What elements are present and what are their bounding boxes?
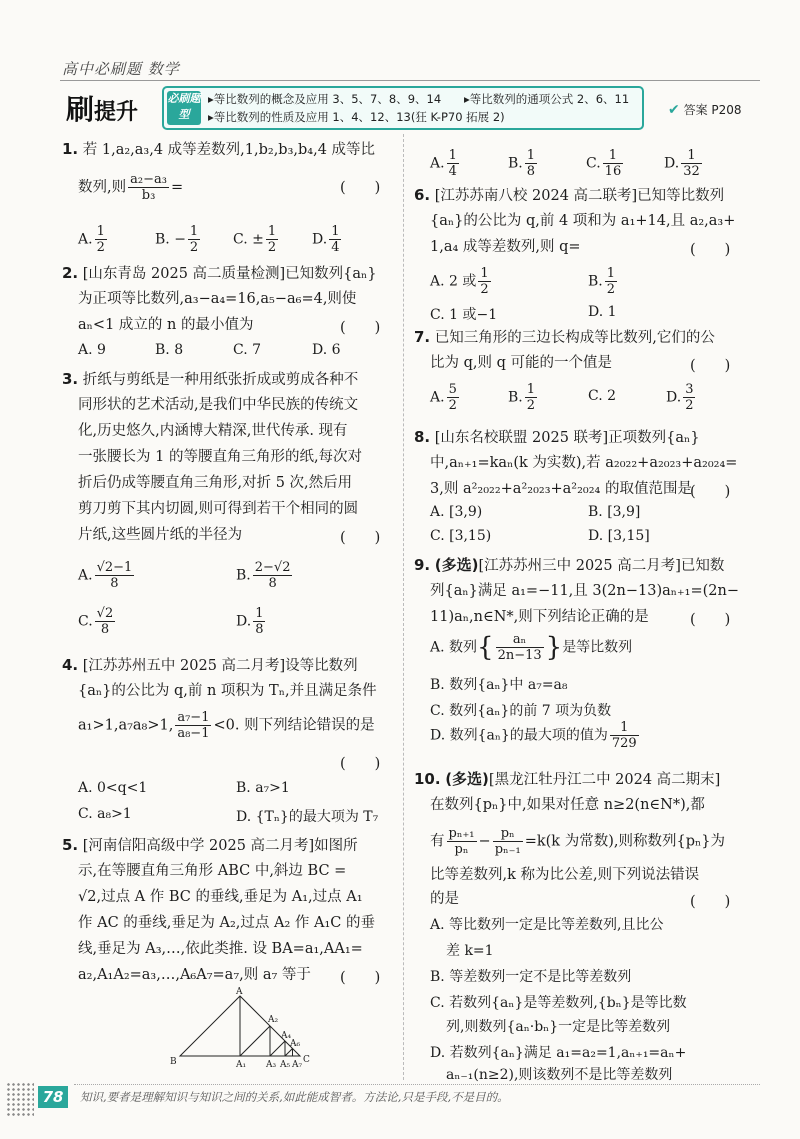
frac-num: 3: [685, 382, 694, 397]
q5-number: 5.: [62, 836, 79, 854]
perp-a3-a4: [270, 1041, 285, 1056]
q9-number: 9.: [414, 556, 431, 574]
check-icon: ✔: [668, 102, 680, 118]
frac-num: aₙ: [496, 632, 544, 648]
column-divider: [403, 134, 404, 1080]
q2-option-d[interactable]: D. 6: [312, 342, 341, 358]
q4-frac-num: a₇−1: [177, 710, 210, 725]
q10-line1: [414, 770, 720, 789]
answer-paren[interactable]: ( ): [340, 180, 381, 196]
answer-paren[interactable]: ( ): [690, 242, 731, 258]
answer-paren[interactable]: ( ): [690, 612, 731, 628]
frac-den: 8: [255, 622, 264, 637]
q4-text-pre: a₁>1,a₇a₈>1,: [78, 717, 174, 734]
label-a7: A₇: [292, 1060, 303, 1068]
q5-text: [河南信阳高级中学 2025 高二月考]如图所: [82, 838, 358, 854]
frac-den: 4: [448, 164, 457, 179]
q3-option-d[interactable]: [236, 606, 267, 637]
q2-line2: 为正项等比数列,a₃−a₄=16,a₅−a₆=4,则使: [78, 291, 357, 307]
q5-line1: [62, 836, 358, 855]
opt-label: B.: [236, 567, 251, 584]
q1-option-a[interactable]: [78, 224, 109, 255]
frac-num: 1: [526, 382, 536, 397]
frac-den: pₙ₋₁: [494, 842, 521, 857]
q5-option-d[interactable]: [664, 148, 704, 179]
opt-label: A.: [78, 567, 93, 584]
frac-num: 1: [267, 224, 277, 239]
footer-divider: [74, 1084, 760, 1085]
q2-option-a[interactable]: A. 9: [78, 342, 106, 358]
q8-line1: [414, 428, 700, 447]
q10-line4: 比等差数列,k 称为比公差,则下列说法错误: [430, 867, 700, 883]
frac-num: 1: [189, 224, 199, 239]
opt-frac: [603, 148, 624, 179]
answer-paren[interactable]: ( ): [690, 484, 731, 500]
q10-number: 10.: [414, 770, 441, 788]
q4-text: [江苏苏州五中 2025 高二月考]设等比数列: [82, 658, 358, 674]
q10-option-c[interactable]: C. 若数列{aₙ}是等差数列,{bₙ}是等比数: [430, 995, 687, 1011]
brand-rest: 提升: [94, 100, 139, 125]
opt-frac: [478, 266, 490, 297]
q3-line1: [62, 370, 358, 389]
q1-text-post: =: [170, 179, 184, 196]
q8-option-c[interactable]: C. [3,15): [430, 528, 492, 544]
opt-frac: [447, 148, 459, 179]
q4-line2: {aₙ}的公比为 q,前 n 项积为 Tₙ,并且满足条件: [78, 683, 377, 699]
q4-line1: [62, 656, 358, 675]
q10-option-a[interactable]: A. 等比数列一定是比等差数列,且比公: [430, 917, 664, 933]
q10-text-post: =k(k 为常数),则称数列{pₙ}为: [524, 833, 725, 850]
header-title: 高中必刷题 数学: [62, 60, 180, 78]
opt-frac: [683, 382, 695, 413]
frac-num: pₙ: [493, 826, 523, 842]
q6-option-a[interactable]: [430, 266, 493, 297]
q1-frac-num: a₂−a₃: [130, 172, 167, 187]
frac-num: 2−√2: [254, 560, 291, 575]
label-a: A: [236, 987, 243, 997]
q2-option-c[interactable]: C. 7: [233, 342, 262, 358]
q5-line: a₂,A₁A₂=a₃,…,A₆A₇=a₇,则 a₇ 等于: [78, 967, 311, 983]
frac-num: 1: [526, 148, 536, 163]
opt-frac: [525, 148, 537, 179]
q10-option-c-cont: 列,则数列{aₙ·bₙ}一定是比等差数列: [446, 1019, 671, 1035]
q4-option-a[interactable]: A. 0<q<1: [78, 780, 148, 796]
q2-text: [山东青岛 2025 高二质量检测]已知数列{aₙ}: [82, 266, 377, 282]
q4-line3: [78, 710, 375, 741]
frac-den: 32: [683, 164, 700, 179]
opt-label: C.: [586, 155, 601, 172]
q7-number: 7.: [414, 328, 431, 346]
q10-line2: 在数列{pₙ}中,如果对任意 n≥2(n∈N*),都: [430, 797, 705, 813]
q7-line1: [414, 328, 715, 347]
q3-option-c[interactable]: [78, 606, 117, 637]
q8-text: [山东名校联盟 2025 联考]正项数列{aₙ}: [434, 430, 700, 446]
q10-multi-tag: (多选): [445, 770, 489, 788]
q5-line: 作 AC 的垂线,垂足为 A₂,过点 A₂ 作 A₁C 的垂: [78, 915, 375, 931]
frac-den: 2: [526, 398, 536, 413]
q7-option-d[interactable]: [666, 382, 697, 413]
frac-num: 1: [610, 720, 639, 736]
q8-line2: 中,aₙ₊₁=kaₙ(k 为实数),若 a₂₀₂₂+a₂₀₂₃+a₂₀₂₄=: [430, 455, 738, 471]
q8-option-d[interactable]: D. [3,15]: [588, 528, 650, 544]
q2-number: 2.: [62, 264, 79, 282]
q9-option-d[interactable]: [430, 720, 641, 751]
answer-paren[interactable]: ( ): [340, 756, 381, 772]
q1-option-b[interactable]: [155, 224, 202, 255]
opt-frac: [447, 382, 459, 413]
opt-label: A. 2 或: [430, 273, 477, 290]
brand-big-char: 刷: [66, 93, 95, 126]
opt-label: D.: [236, 613, 252, 630]
q9-multi-tag: (多选): [434, 556, 479, 574]
q10-option-d[interactable]: D. 若数列{aₙ}满足 a₁=a₂=1,aₙ₊₁=aₙ+: [430, 1045, 687, 1061]
q7-text: 已知三角形的三边长构成等比数列,它们的公: [434, 330, 715, 346]
frac-den: 2: [685, 398, 694, 413]
frac-den: 8: [268, 576, 277, 591]
frac-num: 1: [331, 224, 340, 239]
q9-line3: 11)aₙ,n∈N*,则下列结论正确的是: [430, 609, 649, 625]
opt-label: D. 数列{aₙ}的最大项的值为: [430, 727, 608, 744]
q1-text-pre: 数列,则: [78, 179, 127, 196]
footer-quote: 知识,要者是理解知识与知识之间的关系,如此能成智者。方法论,只是手段,不是目的。: [80, 1090, 509, 1104]
perp-a1-a2: [240, 1026, 270, 1056]
label-a3: A₃: [266, 1060, 277, 1068]
q7-option-c[interactable]: C. 2: [588, 388, 617, 404]
frac-den: 2n−13: [497, 648, 542, 663]
answer-paren[interactable]: ( ): [340, 530, 381, 546]
opt-label: B.: [588, 273, 603, 290]
label-a6: A₆: [290, 1039, 301, 1049]
q4-fraction: [175, 710, 211, 741]
q6-line3: 1,a₄ 成等差数列,则 q=: [430, 239, 581, 255]
opt-frac: [610, 720, 639, 751]
q1-frac-den: b₃: [141, 188, 156, 203]
opt-label: B. −: [155, 231, 186, 248]
q7-line2: 比为 q,则 q 可能的一个值是: [430, 355, 612, 371]
topic-summary-box: [162, 86, 644, 130]
q10-frac-2: [493, 826, 523, 857]
q8-option-b[interactable]: B. [3,9]: [588, 504, 641, 520]
opt-frac: [681, 148, 702, 179]
opt-frac: [525, 382, 537, 413]
q1-option-c[interactable]: [233, 224, 280, 255]
label-a4: A₄: [281, 1031, 292, 1041]
frac-den: 2: [267, 240, 277, 255]
q5-option-b[interactable]: [508, 148, 539, 179]
q5-triangle-figure: [160, 986, 320, 1068]
q3-line: 同形状的艺术活动,是我们中华民族的传统文: [78, 397, 359, 413]
frac-num: 1: [681, 148, 702, 164]
answer-paren[interactable]: ( ): [340, 320, 381, 336]
frac-num: √2−1: [96, 560, 133, 575]
q10-option-b[interactable]: B. 等差数列一定不是比等差数列: [430, 969, 632, 985]
frac-den: 2: [448, 398, 457, 413]
q4-option-b[interactable]: B. a₇>1: [236, 780, 290, 796]
opt-label: C.: [78, 613, 93, 630]
q5-line: 示,在等腰直角三角形 ABC 中,斜边 BC =: [78, 863, 347, 879]
q3-option-b[interactable]: [236, 560, 294, 591]
opt-frac: [95, 224, 107, 255]
frac-num: 1: [448, 148, 457, 163]
q10-text: [黑龙江牡丹江二中 2024 高二期末]: [488, 772, 721, 788]
q7-option-a[interactable]: [430, 382, 461, 413]
opt-label: A.: [78, 231, 93, 248]
answer-reference: [668, 101, 742, 118]
frac-den: 4: [331, 240, 340, 255]
q10-option-d-cont: aₙ₋₁(n≥2),则该数列不是比等差数列: [446, 1067, 673, 1083]
topic-item: ▸等比数列的概念及应用 3、5、7、8、9、14: [208, 92, 442, 106]
q3-text: 折纸与剪纸是一种用纸张折成或剪成各种不: [82, 372, 359, 388]
q10-frac-1: [447, 826, 477, 857]
q9-text: [江苏苏州三中 2025 高二月考]已知数: [478, 558, 725, 574]
q10-line3: 有 $\frac{\text{pₙ₊₁}}{\text{pₙ}}$ − $\frac{\text{pₙ}}{\text{pₙ₋₁}}$ =k(k 为常数),则称数列{pₙ}为: [430, 826, 725, 857]
frac-num: 1: [606, 266, 616, 281]
label-b: B: [170, 1057, 177, 1067]
frac-num: 1: [255, 606, 264, 621]
frac-den: 8: [526, 164, 536, 179]
q5-option-a[interactable]: [430, 148, 461, 179]
frac-den: 16: [604, 164, 622, 179]
q1-line1: [62, 140, 375, 159]
q4-number: 4.: [62, 656, 79, 674]
answer-paren[interactable]: ( ): [690, 358, 731, 374]
label-c: C: [303, 1055, 310, 1065]
answer-page-label: 答案 P208: [683, 103, 742, 117]
q10-text-pre: 有: [430, 833, 445, 850]
q5-line: 线,垂足为 A₃,…,依此类推. 设 BA=a₁,AA₁=: [78, 941, 363, 957]
opt-label: A.: [430, 155, 445, 172]
frac-den: 2: [606, 282, 616, 297]
q3-number: 3.: [62, 370, 79, 388]
perp-a5-a6: [285, 1049, 293, 1057]
q4-text-post: <0. 则下列结论错误的是: [213, 717, 375, 734]
topic-item: ▸等比数列的通项公式 2、6、11: [464, 92, 630, 106]
opt-label: D.: [664, 155, 680, 172]
frac-den: 2: [96, 240, 105, 255]
q8-line3: 3,则 a²₂₀₂₂+a²₂₀₂₃+a²₂₀₂₄ 的取值范围是: [430, 481, 692, 497]
q1-line2: [78, 172, 183, 203]
page-number: 78: [38, 1086, 68, 1108]
label-a5: A₅: [280, 1060, 291, 1068]
q1-option-d[interactable]: [312, 224, 343, 255]
opt-frac: [496, 632, 544, 663]
opt-frac: [266, 224, 278, 255]
q10-line5: 的是: [430, 891, 459, 907]
frac-den: 2: [189, 240, 199, 255]
opt-label: A.: [430, 389, 445, 406]
opt-frac: [95, 606, 116, 637]
opt-frac: [188, 224, 200, 255]
q3-line: 化,历史悠久,内涵博大精深,世代传承. 现有: [78, 423, 348, 439]
answer-paren[interactable]: ( ): [340, 970, 381, 986]
q9-option-b[interactable]: B. 数列{aₙ}中 a₇=a₈: [430, 677, 568, 693]
q8-option-a[interactable]: A. [3,9): [430, 504, 483, 520]
header-divider: [60, 80, 760, 81]
q1-number: 1.: [62, 140, 79, 158]
frac-num: pₙ₊₁: [448, 826, 475, 841]
q6-text: [江苏苏南八校 2024 高二联考]已知等比数列: [434, 188, 725, 204]
frac-num: 1: [603, 148, 624, 164]
opt-label: A. 数列: [430, 639, 478, 656]
frac-den: 2: [480, 282, 489, 297]
answer-paren[interactable]: ( ): [690, 894, 731, 910]
label-a1: A₁: [236, 1060, 247, 1068]
q2-line1: [62, 264, 377, 283]
frac-num: √2: [96, 606, 114, 621]
q6-line2: {aₙ}的公比为 q,前 4 项和为 a₁+14,且 a₂,a₃+: [430, 213, 736, 229]
frac-den: pₙ: [454, 842, 469, 857]
q10-option-a-cont: 差 k=1: [446, 943, 494, 959]
q3-option-a[interactable]: [78, 560, 136, 591]
opt-frac: [605, 266, 617, 297]
frac-den: 8: [110, 576, 119, 591]
topic-tag: 必刷题型: [167, 91, 201, 125]
q7-option-b[interactable]: [508, 382, 539, 413]
topic-item: ▸等比数列的性质及应用 1、4、12、13(狂 K-P70 拓展 2): [208, 110, 505, 124]
opt-frac: [95, 560, 135, 591]
q9-line2: 列{aₙ}满足 a₁=−11,且 3(2n−13)aₙ₊₁=(2n−: [430, 583, 740, 599]
frac-num: 1: [480, 266, 489, 281]
q4-option-c[interactable]: C. a₈>1: [78, 806, 132, 822]
q3-line: 剪刀剪下其内切圆,则可得到若干个相同的圆: [78, 501, 359, 517]
q9-option-c[interactable]: C. 数列{aₙ}的前 7 项为负数: [430, 703, 612, 719]
q2-option-b[interactable]: B. 8: [155, 342, 184, 358]
opt-label: B.: [508, 155, 523, 172]
q6-number: 6.: [414, 186, 431, 204]
opt-text: 是等比数列: [562, 639, 633, 656]
q9-line1: [414, 556, 724, 575]
frac-den: 729: [611, 736, 637, 751]
q5-option-c[interactable]: [586, 148, 625, 179]
label-a2: A₂: [268, 1015, 279, 1025]
frac-num: 1: [96, 224, 105, 239]
q3-line: 折后仍成等腰直角三角形,对折 5 次,然后用: [78, 475, 353, 491]
q3-line: 片纸,这些圆片纸的半径为: [78, 527, 243, 543]
q9-option-a[interactable]: A. 数列{ $\frac{\text{aₙ}}{2n-13}$ }是等比数列: [430, 632, 633, 663]
opt-label: D.: [312, 231, 328, 248]
frac-num: 5: [448, 382, 457, 397]
q4-option-d[interactable]: D. {Tₙ}的最大项为 T₇: [236, 809, 379, 825]
q1-fraction: [128, 172, 169, 203]
q1-text: 若 1,a₂,a₃,4 成等差数列,1,b₂,b₃,b₄,4 成等比: [82, 142, 376, 158]
q6-option-c[interactable]: C. 1 或−1: [430, 307, 498, 323]
opt-frac: [253, 560, 293, 591]
q4-frac-den: a₈−1: [177, 726, 210, 741]
q6-line1: [414, 186, 724, 205]
q2-line3: aₙ<1 成立的 n 的最小值为: [78, 317, 254, 333]
opt-label: B.: [508, 389, 523, 406]
q5-line: √2,过点 A 作 BC 的垂线,垂足为 A₁,过点 A₁: [78, 889, 363, 905]
frac-den: 8: [100, 622, 110, 637]
opt-label: C. ±: [233, 231, 264, 248]
q6-option-d[interactable]: D. 1: [588, 304, 617, 320]
q3-line: 一张腰长为 1 的等腰直角三角形的纸,每次对: [78, 449, 363, 465]
q6-option-b[interactable]: [588, 266, 619, 297]
q8-number: 8.: [414, 428, 431, 446]
opt-label: D.: [666, 389, 682, 406]
section-brand: [66, 88, 138, 128]
opt-frac: [329, 224, 341, 255]
opt-frac: [253, 606, 265, 637]
footer-dot-pattern: [6, 1082, 34, 1116]
